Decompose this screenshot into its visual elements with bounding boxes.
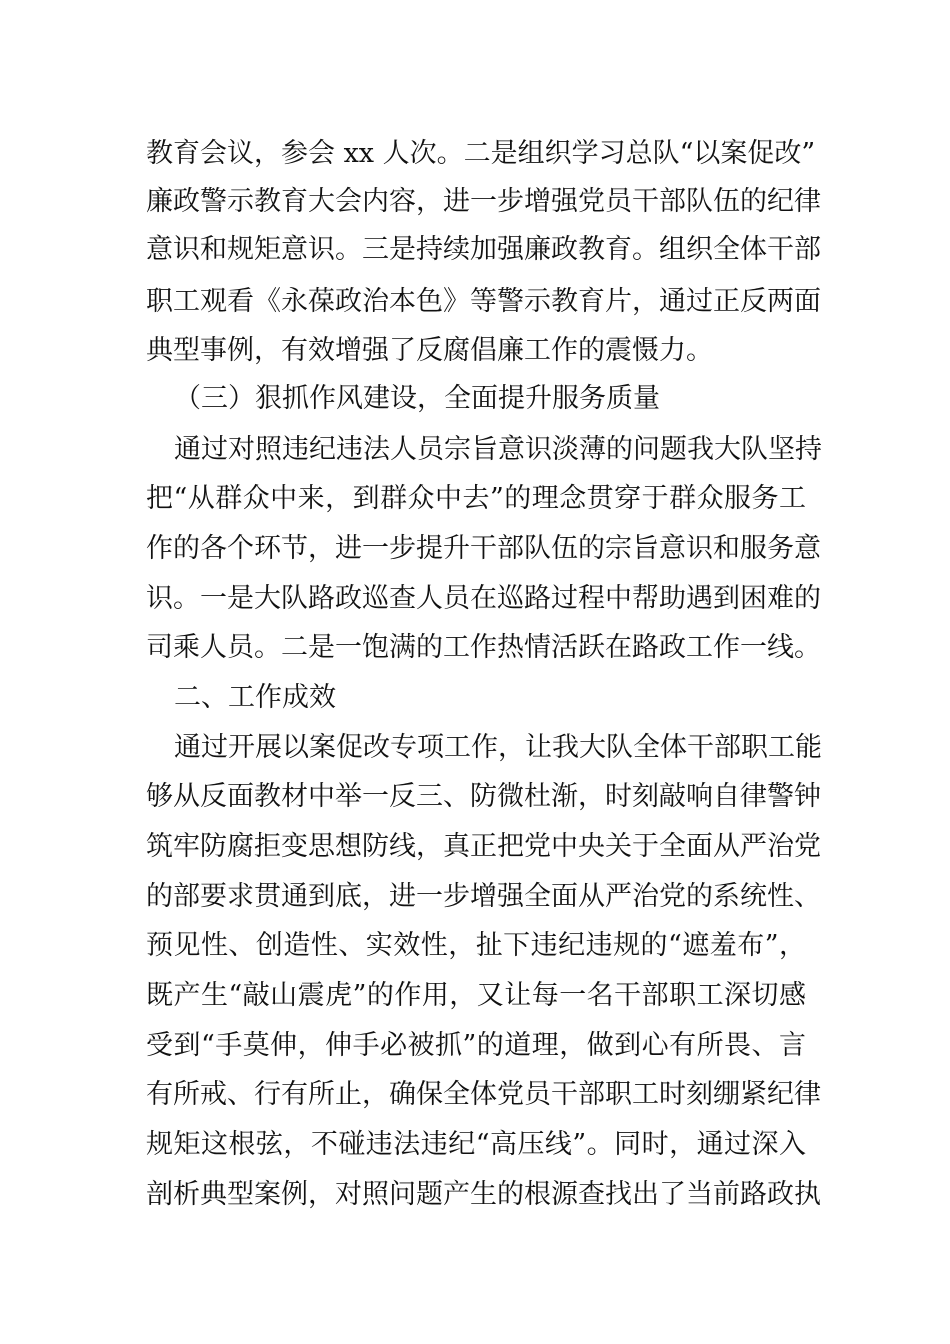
text-line: 典型事例，有效增强了反腐倡廉工作的震慑力。 bbox=[146, 335, 713, 366]
text-line: 司乘人员。二是一饱满的工作热情活跃在路政工作一线。 bbox=[146, 632, 821, 663]
text-line: 规矩这根弦，不碰违法违纪“高压线”。同时，通过深入 bbox=[146, 1129, 806, 1160]
text-line: 廉政警示教育大会内容，进一步增强党员干部队伍的纪律 bbox=[146, 186, 821, 217]
text-line: 作的各个环节，进一步提升干部队伍的宗旨意识和服务意 bbox=[146, 533, 821, 564]
text-line: 有所戒、行有所止，确保全体党员干部职工时刻绷紧纪律 bbox=[146, 1079, 821, 1110]
text-line: 受到“手莫伸，伸手必被抓”的道理，做到心有所畏、言 bbox=[146, 1030, 806, 1061]
text-line: 够从反面教材中举一反三、防微杜渐，时刻敲响自律警钟 bbox=[146, 781, 821, 812]
text-line: 剖析典型案例，对照问题产生的根源查找出了当前路政执 bbox=[146, 1179, 821, 1210]
text-line: 把“从群众中来，到群众中去”的理念贯穿于群众服务工 bbox=[146, 483, 806, 514]
text-line: 通过对照违纪违法人员宗旨意识淡薄的问题我大队坚持 bbox=[174, 434, 822, 465]
text-line: 预见性、创造性、实效性，扯下违纪违规的“遮羞布”， bbox=[146, 930, 806, 961]
text-line: 筑牢防腐拒变思想防线，真正把党中央关于全面从严治党 bbox=[146, 831, 821, 862]
text-line: 意识和规矩意识。三是持续加强廉政教育。组织全体干部 bbox=[146, 234, 821, 265]
section-heading: （三）狠抓作风建设，全面提升服务质量 bbox=[174, 383, 660, 414]
text-line: 既产生“敲山震虎”的作用，又让每一名干部职工深切感 bbox=[146, 980, 806, 1011]
text-line: 教育会议，参会 xx 人次。二是组织学习总队“以案促改” bbox=[146, 138, 816, 169]
text-line: 通过开展以案促改专项工作，让我大队全体干部职工能 bbox=[174, 732, 822, 763]
text-line: 识。一是大队路政巡查人员在巡路过程中帮助遇到困难的 bbox=[146, 583, 821, 614]
text-line: 职工观看《永葆政治本色》等警示教育片，通过正反两面 bbox=[146, 286, 821, 317]
section-heading: 二、工作成效 bbox=[174, 682, 336, 713]
text-line: 的部要求贯通到底，进一步增强全面从严治党的系统性、 bbox=[146, 881, 821, 912]
